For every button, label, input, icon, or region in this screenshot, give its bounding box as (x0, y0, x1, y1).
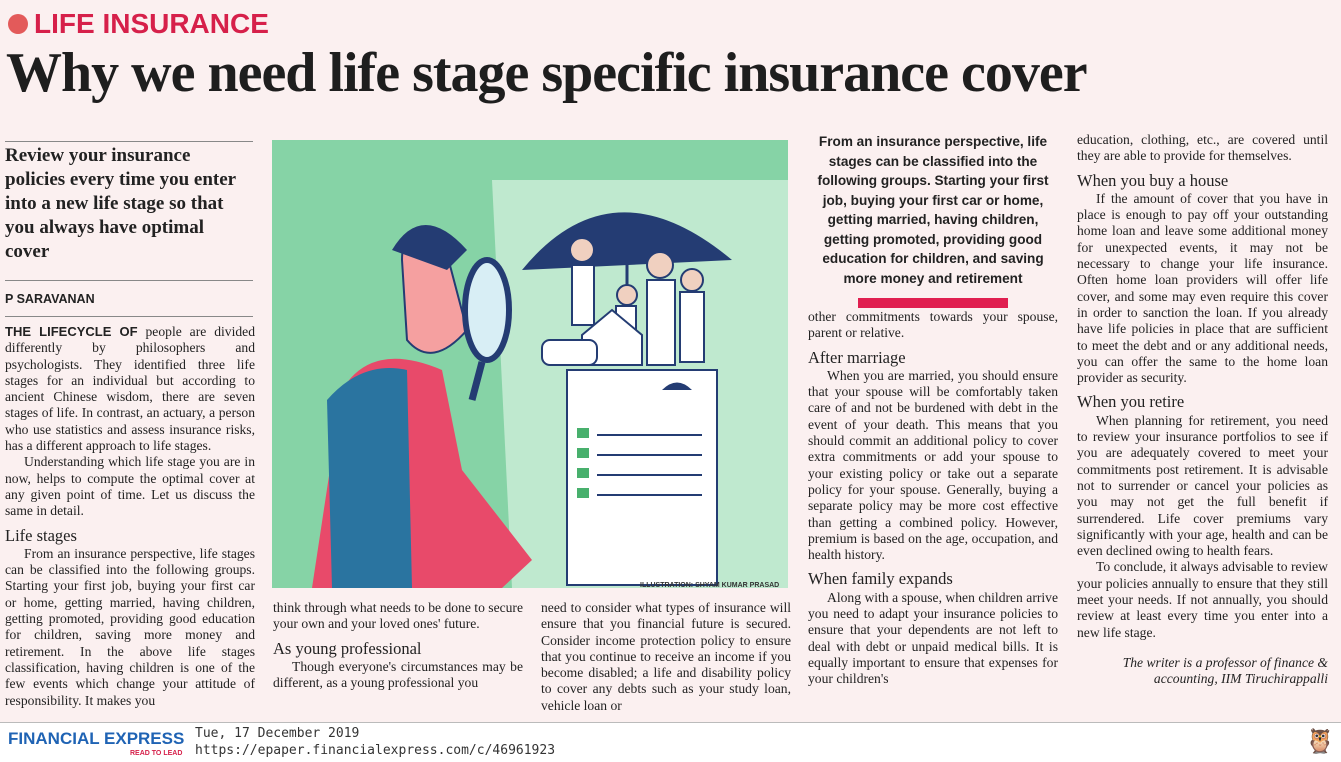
headline: Why we need life stage specific insurance cover (6, 42, 1087, 104)
lead-in: THE LIFECYCLE OF (5, 324, 138, 339)
edition-url[interactable]: https://epaper.financialexpress.com/c/46961923 (195, 743, 556, 758)
footer (0, 722, 1341, 762)
tagline: READ TO LEAD (130, 750, 183, 757)
illustration (272, 140, 788, 588)
subhead: When you retire (1077, 392, 1185, 412)
column-3: need to consider what types of insurance will ensure that you financial future is secured. Consider income protection policy to ensure that you continue to receive an income if you become disabled; a life and disability policy to cover any debts such as your study loan, vehicle loan or (541, 600, 791, 713)
subhead: When family expands (808, 569, 953, 589)
pull-quote: From an insurance perspective, life stages can be classified into the following groups. Starting your first job, buying your first car or home, getting married, having children, getting promoted, providing good education for children, and saving more money and retirement (808, 132, 1058, 308)
author-note: The writer is a professor of finance & accounting, IIM Tiruchirappalli (1122, 654, 1328, 687)
financial-express-logo[interactable]: FINANCIAL EXPRESS (8, 729, 185, 748)
column-5: education, clothing, etc., are covered until they are able to provide for themselves. When you buy a house If the amount of cover that you have in place is enough to pay off your outstanding home loan and leave some additional money for unexpected events, it may not be necessary to change your life insurance. Often home loan providers will offer life cover, and some may even require this cover in order to sanction the loan. If you already have life policies in place that are sufficient to meet the debt and or any additional needs, you can offer the same to the home loan provider as security. When you retire When planning for retirement, you need to review your insurance portfolios to see if you are adequately covered to meet your commitments post retirement. It is advisable not to surrender or cancel your policies as you may not get the full benefit if surrendered. Life cover premiums vary significantly with your age, health and can be even declined owing to health fears. To conclude, it always advisable to review your policies annually to ensure that they still meet your needs. If not annually, you should review at least every time you enter into a new life stage. The writer is a professor of finance & accounting, IIM Tiruchirappalli (1077, 132, 1328, 687)
column-1: THE LIFECYCLE OF people are divided differently by philosophers and psychologists. They identified three life stages for an individual but according to ancient Chinese wisdom, there are seven stages of life. In contrast, an actuary, a person who use statistics and assess insurance risks, has a different approach to life stages. Understanding which life stage you are in now, helps to compute the optimal cover at any given point of time. Let us discuss the same in detail. Life stages From an insurance perspective, life stages can be classified into the following groups. Starting your first job, buying your first car or home, getting married, having children, getting promoted, providing good education for children, saving more money and retirement. In the above life stages classification, having children is one of the few events which change your attitude of responsibility. It makes you (5, 324, 255, 708)
subhead: After marriage (808, 347, 906, 367)
subhead: As young professional (273, 638, 422, 658)
edition-date: Tue, 17 December 2019 (195, 726, 360, 741)
subhead: When you buy a house (1077, 170, 1229, 190)
owl-icon[interactable]: 🦉 (1305, 729, 1335, 755)
pull-quote-rule (858, 298, 1008, 308)
column-2: think through what needs to be done to secure your own and your loved ones' future. As young professional Though everyone's circumstances may be different, as a young professional you (273, 600, 523, 691)
deck: Review your insurance policies every time you enter into a new life stage so that you always have optimal cover (5, 141, 253, 281)
subhead: Life stages (5, 525, 77, 545)
illustration-credit: ILLUSTRATION: SHYAM KUMAR PRASAD (640, 582, 780, 589)
edition-info (195, 725, 555, 759)
section-kicker: LIFE INSURANCE (8, 8, 269, 40)
byline: P SARAVANAN (5, 292, 253, 317)
column-4: other commitments towards your spouse, parent or relative. After marriage When you are married, you should ensure that your spouse will be comfortably taken care of and not be burdened with debt in the event of your death. This means that you should commit an additional policy to cover extra commitments or add your spouse to your existing policy or take out a separate policy for your spouse. Generally, buying a separate policy may be more cost effective than getting a combined policy. However, premium is based on the age, occupation, and health history. When family expands Along with a spouse, when children arrive you need to adapt your insurance policies to ensure that your dependents are not left to deal with debt or unpaid medical bills. It is equally important to ensure that expenses for your children's (808, 309, 1058, 687)
bullet-icon (8, 14, 28, 34)
